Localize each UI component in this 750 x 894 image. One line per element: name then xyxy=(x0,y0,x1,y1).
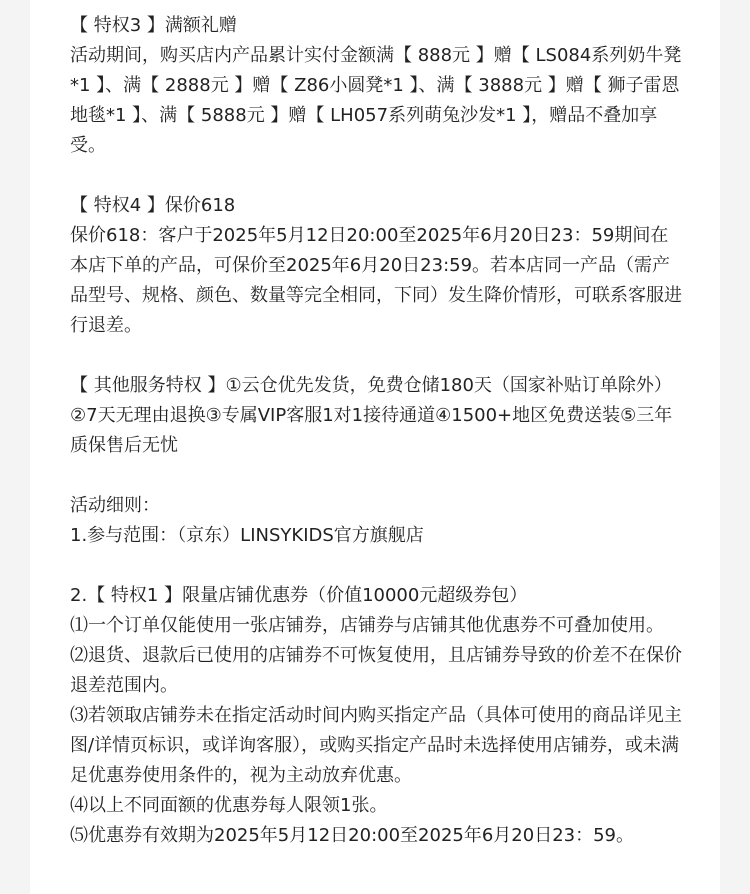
privilege3-heading: 【 特权3 】满额礼赠 xyxy=(70,15,237,36)
rules-scope: 1.参与范围：（京东）LINSYKIDS官方旗舰店 xyxy=(70,525,424,546)
privilege3-body: 活动期间，购买店内产品累计实付金额满【 888元 】赠【 LS084系列奶牛凳*1 】、满【 2888元 】赠【 Z86小圆凳*1 】、满【 3888元 】赠【 狮子雷恩地毯*1 】、满【 5888元 】赠【 LH057系列萌兔沙发*1 】，赠品不叠加享受。 xyxy=(70,45,682,156)
privilege4-body: 保价618：客户于2025年5月12日20:00至2025年6月20日23：59期间在本店下单的产品，可保价至2025年6月20日23:59。若本店同一产品（需产品型号、规格、颜色、数量等完全相同，下同）发生降价情形，可联系客服进行退差。 xyxy=(70,225,682,336)
spacer xyxy=(70,341,682,371)
spacer xyxy=(70,551,682,581)
document-content xyxy=(70,11,682,851)
privilege1-item: ⑵退货、退款后已使用的店铺券不可恢复使用，且店铺券导致的价差不在保价退差范围内。 xyxy=(70,645,682,696)
other-services-text: 【 其他服务特权 】①云仓优先发货，免费仓储180天（国家补贴订单除外）②7天无理由退换③专属VIP客服1对1接待通道④1500+地区免费送装⑤三年质保售后无忧 xyxy=(70,375,673,456)
privilege4-heading: 【 特权4 】保价618 xyxy=(70,195,236,216)
document-page xyxy=(30,0,720,894)
rules-heading: 活动细则： xyxy=(70,495,160,516)
privilege1-heading: 2.【 特权1 】限量店铺优惠券（价值10000元超级券包） xyxy=(70,585,528,606)
privilege1-item: ⑴一个订单仅能使用一张店铺券，店铺券与店铺其他优惠券不可叠加使用。 xyxy=(70,615,664,636)
spacer xyxy=(70,161,682,191)
spacer xyxy=(70,461,682,491)
privilege1-item: ⑸优惠券有效期为2025年5月12日20:00至2025年6月20日23：59。 xyxy=(70,825,635,846)
privilege1-item: ⑶若领取店铺券未在指定活动时间内购买指定产品（具体可使用的商品详见主图/详情页标识，或详询客服），或购买指定产品时未选择使用店铺券，或未满足优惠券使用条件的，视为主动放弃优惠。 xyxy=(70,705,682,786)
privilege1-item: ⑷以上不同面额的优惠券每人限领1张。 xyxy=(70,795,388,816)
